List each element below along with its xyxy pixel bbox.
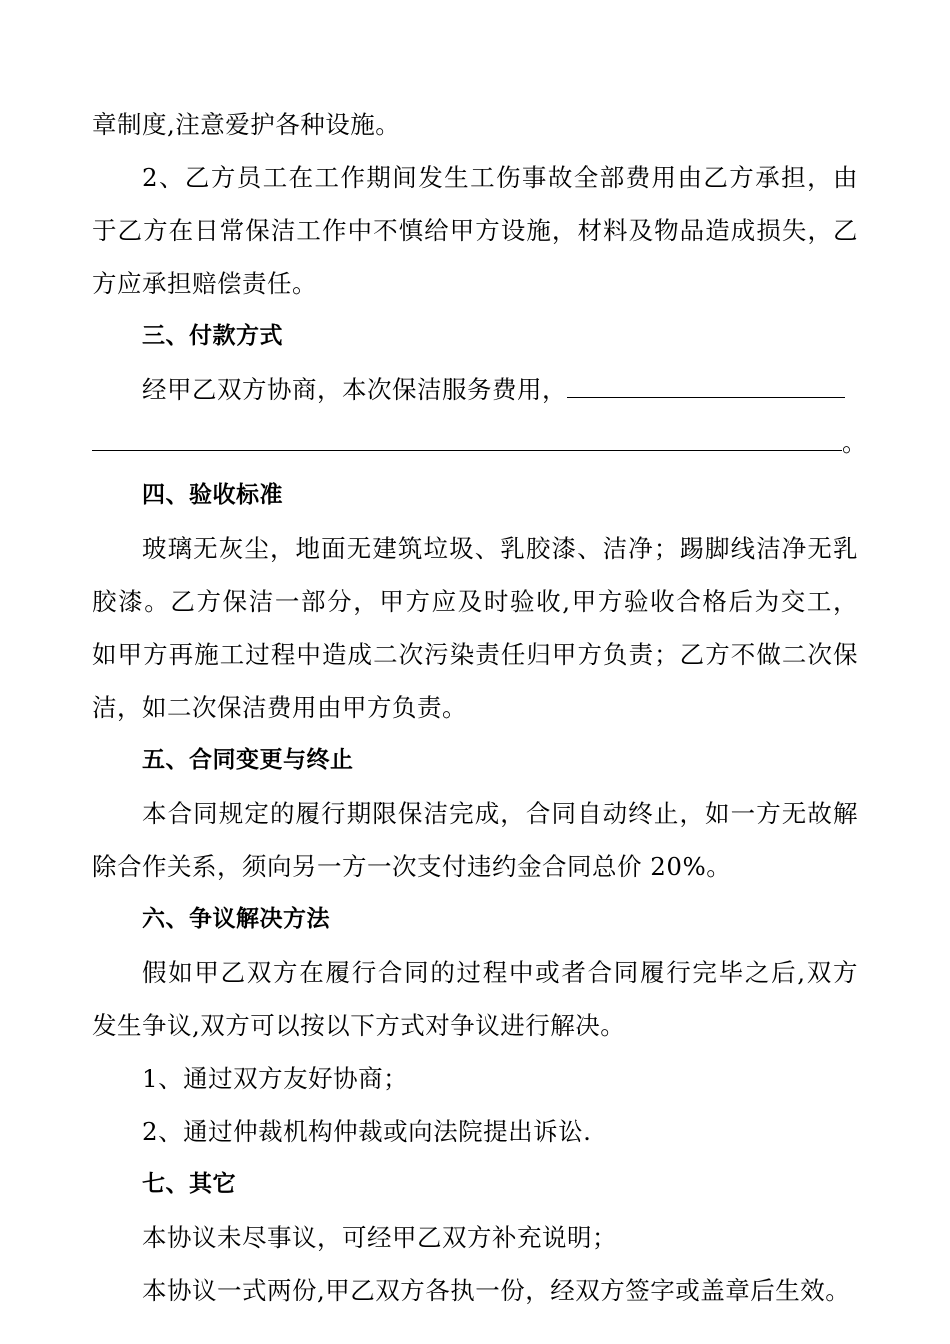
paragraph-line: 胶漆。乙方保洁一部分，甲方应及时验收,甲方验收合格后为交工， — [92, 587, 858, 616]
paragraph-line: 章制度,注意爱护各种设施。 — [92, 110, 401, 139]
payment-line-continued — [92, 416, 867, 469]
paragraph-line: 玻璃无灰尘，地面无建筑垃圾、乳胶漆、洁净；踢脚线洁净无乳 — [142, 534, 858, 563]
section-heading-dispute: 六、争议解决方法 — [142, 906, 330, 932]
paragraph-line: 2、乙方员工在工作期间发生工伤事故全部费用由乙方承担，由 — [142, 163, 858, 192]
blank-fill-line[interactable] — [92, 428, 842, 451]
section-heading-payment: 三、付款方式 — [142, 323, 283, 349]
paragraph-line: 假如甲乙双方在履行合同的过程中或者合同履行完毕之后,双方 — [142, 958, 858, 987]
section-heading-other: 七、其它 — [142, 1171, 236, 1197]
payment-text: 经甲乙双方协商，本次保洁服务费用， — [142, 375, 567, 404]
document-page — [92, 98, 867, 1317]
period-mark: 。 — [842, 428, 867, 457]
paragraph-line: 本协议一式两份,甲乙双方各执一份，经双方签字或盖章后生效。 — [142, 1276, 851, 1305]
section-heading-termination: 五、合同变更与终止 — [142, 747, 354, 773]
paragraph-line: 发生争议,双方可以按以下方式对争议进行解决。 — [92, 1011, 626, 1040]
list-item: 2、通过仲裁机构仲裁或向法院提出诉讼. — [142, 1117, 592, 1146]
list-item: 1、通过双方友好协商； — [142, 1064, 409, 1093]
paragraph-line: 除合作关系，须向另一方一次支付违约金合同总价 20%。 — [92, 852, 732, 881]
paragraph-line: 于乙方在日常保洁工作中不慎给甲方设施，材料及物品造成损失，乙 — [92, 216, 858, 245]
paragraph-line: 本合同规定的履行期限保洁完成，合同自动终止，如一方无故解 — [142, 799, 858, 828]
section-heading-acceptance: 四、验收标准 — [142, 482, 283, 508]
payment-line — [92, 363, 858, 416]
paragraph-line: 本协议未尽事议，可经甲乙双方补充说明； — [142, 1223, 617, 1252]
paragraph-line: 洁，如二次保洁费用由甲方负责。 — [92, 693, 467, 722]
paragraph-line: 方应承担赔偿责任。 — [92, 269, 317, 298]
paragraph-line: 如甲方再施工过程中造成二次污染责任归甲方负责；乙方不做二次保 — [92, 640, 858, 669]
blank-fill-line[interactable] — [567, 375, 845, 398]
